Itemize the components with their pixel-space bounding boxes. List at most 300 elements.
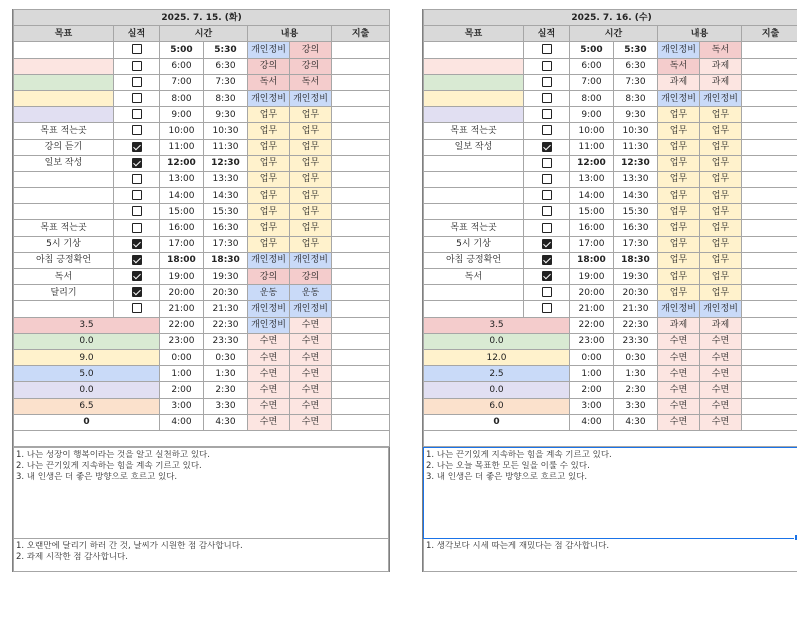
content-cell-1[interactable]: 수면 — [658, 366, 700, 382]
content-cell-2[interactable]: 업무 — [290, 123, 332, 139]
expense-cell[interactable] — [742, 123, 797, 139]
goal-cell[interactable] — [14, 58, 114, 74]
start-time-cell[interactable]: 11:00 — [570, 139, 614, 155]
start-time-cell[interactable]: 20:00 — [570, 285, 614, 301]
start-time-cell[interactable]: 3:00 — [160, 398, 204, 414]
goal-cell[interactable] — [14, 42, 114, 58]
content-cell-2[interactable]: 과제 — [700, 317, 742, 333]
content-cell-2[interactable]: 개인정비 — [290, 90, 332, 106]
end-time-cell[interactable]: 21:30 — [614, 301, 658, 317]
checkbox-checked[interactable] — [542, 239, 552, 249]
start-time-cell[interactable]: 6:00 — [160, 58, 204, 74]
summary-hours-cell[interactable]: 5.0 — [14, 366, 160, 382]
content-cell-1[interactable]: 업무 — [658, 252, 700, 268]
goal-cell[interactable]: 강의 듣기 — [14, 139, 114, 155]
done-cell[interactable] — [114, 42, 160, 58]
expense-cell[interactable] — [742, 333, 797, 349]
content-cell-2[interactable]: 업무 — [700, 285, 742, 301]
expense-cell[interactable] — [332, 252, 390, 268]
end-time-cell[interactable]: 4:30 — [204, 414, 248, 430]
content-cell-1[interactable]: 업무 — [248, 171, 290, 187]
content-cell-2[interactable]: 업무 — [290, 188, 332, 204]
expense-cell[interactable] — [742, 220, 797, 236]
checkbox-unchecked[interactable] — [132, 109, 142, 119]
end-time-cell[interactable]: 15:30 — [204, 204, 248, 220]
start-time-cell[interactable]: 8:00 — [570, 90, 614, 106]
checkbox-unchecked[interactable] — [542, 206, 552, 216]
content-cell-1[interactable]: 업무 — [658, 220, 700, 236]
done-cell[interactable] — [114, 90, 160, 106]
end-time-cell[interactable]: 22:30 — [204, 317, 248, 333]
end-time-cell[interactable]: 11:30 — [614, 139, 658, 155]
start-time-cell[interactable]: 16:00 — [570, 220, 614, 236]
checkbox-unchecked[interactable] — [132, 61, 142, 71]
expense-cell[interactable] — [332, 90, 390, 106]
summary-hours-cell[interactable]: 3.5 — [14, 317, 160, 333]
expense-cell[interactable] — [332, 382, 390, 398]
expense-cell[interactable] — [742, 204, 797, 220]
content-cell-1[interactable]: 개인정비 — [248, 42, 290, 58]
goal-cell[interactable] — [14, 107, 114, 123]
done-cell[interactable] — [524, 252, 570, 268]
expense-cell[interactable] — [332, 155, 390, 171]
gratitude-cell[interactable] — [13, 539, 389, 572]
done-cell[interactable] — [524, 58, 570, 74]
expense-cell[interactable] — [742, 139, 797, 155]
start-time-cell[interactable]: 10:00 — [570, 123, 614, 139]
date-title[interactable]: 2025. 7. 16. (수) — [424, 10, 797, 26]
content-cell-1[interactable]: 수면 — [248, 349, 290, 365]
start-time-cell[interactable]: 1:00 — [570, 366, 614, 382]
content-cell-1[interactable]: 업무 — [658, 285, 700, 301]
checkbox-unchecked[interactable] — [542, 174, 552, 184]
content-cell-2[interactable]: 수면 — [700, 349, 742, 365]
start-time-cell[interactable]: 2:00 — [160, 382, 204, 398]
expense-cell[interactable] — [332, 349, 390, 365]
date-title[interactable]: 2025. 7. 15. (화) — [14, 10, 390, 26]
summary-hours-cell[interactable]: 6.0 — [424, 398, 570, 414]
checkbox-checked[interactable] — [132, 271, 142, 281]
content-cell-1[interactable]: 개인정비 — [248, 90, 290, 106]
done-cell[interactable] — [114, 107, 160, 123]
expense-cell[interactable] — [332, 285, 390, 301]
goal-cell[interactable] — [424, 188, 524, 204]
start-time-cell[interactable]: 13:00 — [570, 171, 614, 187]
done-cell[interactable] — [524, 220, 570, 236]
end-time-cell[interactable]: 5:30 — [204, 42, 248, 58]
goal-cell[interactable] — [424, 204, 524, 220]
checkbox-unchecked[interactable] — [132, 190, 142, 200]
content-cell-2[interactable]: 개인정비 — [290, 252, 332, 268]
goal-cell[interactable]: 5시 기상 — [424, 236, 524, 252]
content-cell-1[interactable]: 수면 — [658, 382, 700, 398]
expense-cell[interactable] — [332, 366, 390, 382]
done-cell[interactable] — [524, 171, 570, 187]
content-cell-1[interactable]: 수면 — [248, 333, 290, 349]
end-time-cell[interactable]: 23:30 — [614, 333, 658, 349]
expense-cell[interactable] — [332, 220, 390, 236]
expense-cell[interactable] — [332, 317, 390, 333]
checkbox-unchecked[interactable] — [132, 303, 142, 313]
content-cell-1[interactable]: 업무 — [658, 171, 700, 187]
start-time-cell[interactable]: 12:00 — [570, 155, 614, 171]
expense-cell[interactable] — [332, 74, 390, 90]
expense-cell[interactable] — [332, 139, 390, 155]
end-time-cell[interactable]: 3:30 — [614, 398, 658, 414]
content-cell-1[interactable]: 수면 — [658, 398, 700, 414]
content-cell-1[interactable]: 업무 — [248, 236, 290, 252]
start-time-cell[interactable]: 11:00 — [160, 139, 204, 155]
end-time-cell[interactable]: 3:30 — [204, 398, 248, 414]
done-cell[interactable] — [114, 188, 160, 204]
content-cell-1[interactable]: 업무 — [248, 139, 290, 155]
expense-cell[interactable] — [332, 171, 390, 187]
content-cell-2[interactable]: 강의 — [290, 269, 332, 285]
goal-cell[interactable] — [14, 74, 114, 90]
content-cell-2[interactable]: 업무 — [290, 204, 332, 220]
content-cell-2[interactable]: 업무 — [700, 123, 742, 139]
end-time-cell[interactable]: 20:30 — [614, 285, 658, 301]
content-cell-2[interactable]: 업무 — [700, 107, 742, 123]
content-cell-2[interactable]: 수면 — [290, 382, 332, 398]
summary-hours-cell[interactable]: 12.0 — [424, 349, 570, 365]
goal-cell[interactable] — [424, 74, 524, 90]
content-cell-2[interactable]: 업무 — [290, 155, 332, 171]
expense-cell[interactable] — [742, 252, 797, 268]
start-time-cell[interactable]: 18:00 — [570, 252, 614, 268]
expense-cell[interactable] — [742, 171, 797, 187]
goal-cell[interactable] — [424, 90, 524, 106]
content-cell-2[interactable]: 수면 — [290, 317, 332, 333]
end-time-cell[interactable]: 7:30 — [614, 74, 658, 90]
summary-hours-cell[interactable]: 0 — [424, 414, 570, 430]
done-cell[interactable] — [524, 74, 570, 90]
start-time-cell[interactable]: 14:00 — [160, 188, 204, 204]
expense-cell[interactable] — [332, 123, 390, 139]
goal-cell[interactable] — [424, 107, 524, 123]
expense-cell[interactable] — [332, 333, 390, 349]
content-cell-1[interactable]: 강의 — [248, 58, 290, 74]
start-time-cell[interactable]: 19:00 — [160, 269, 204, 285]
content-cell-1[interactable]: 업무 — [658, 123, 700, 139]
goal-cell[interactable] — [14, 90, 114, 106]
content-cell-2[interactable]: 업무 — [700, 171, 742, 187]
content-cell-1[interactable]: 과제 — [658, 74, 700, 90]
checkbox-checked[interactable] — [542, 271, 552, 281]
summary-hours-cell[interactable]: 0.0 — [424, 382, 570, 398]
expense-cell[interactable] — [332, 301, 390, 317]
content-cell-1[interactable]: 업무 — [658, 155, 700, 171]
start-time-cell[interactable]: 16:00 — [160, 220, 204, 236]
content-cell-2[interactable]: 업무 — [290, 220, 332, 236]
content-cell-1[interactable]: 업무 — [658, 236, 700, 252]
start-time-cell[interactable]: 23:00 — [160, 333, 204, 349]
content-cell-2[interactable]: 업무 — [290, 236, 332, 252]
content-cell-1[interactable]: 업무 — [658, 107, 700, 123]
content-cell-1[interactable]: 독서 — [248, 74, 290, 90]
checkbox-unchecked[interactable] — [542, 93, 552, 103]
content-cell-2[interactable]: 강의 — [290, 58, 332, 74]
content-cell-1[interactable]: 개인정비 — [248, 252, 290, 268]
start-time-cell[interactable]: 22:00 — [160, 317, 204, 333]
start-time-cell[interactable]: 5:00 — [160, 42, 204, 58]
end-time-cell[interactable]: 4:30 — [614, 414, 658, 430]
goal-cell[interactable] — [14, 188, 114, 204]
done-cell[interactable] — [114, 139, 160, 155]
done-cell[interactable] — [114, 220, 160, 236]
expense-cell[interactable] — [742, 90, 797, 106]
checkbox-unchecked[interactable] — [542, 158, 552, 168]
end-time-cell[interactable]: 23:30 — [204, 333, 248, 349]
checkbox-unchecked[interactable] — [542, 77, 552, 87]
end-time-cell[interactable]: 1:30 — [614, 366, 658, 382]
end-time-cell[interactable]: 14:30 — [614, 188, 658, 204]
done-cell[interactable] — [524, 155, 570, 171]
end-time-cell[interactable]: 1:30 — [204, 366, 248, 382]
expense-cell[interactable] — [742, 301, 797, 317]
start-time-cell[interactable]: 21:00 — [160, 301, 204, 317]
content-cell-1[interactable]: 수면 — [248, 366, 290, 382]
start-time-cell[interactable]: 8:00 — [160, 90, 204, 106]
checkbox-unchecked[interactable] — [542, 190, 552, 200]
content-cell-2[interactable]: 업무 — [290, 171, 332, 187]
expense-cell[interactable] — [742, 58, 797, 74]
content-cell-2[interactable]: 개인정비 — [700, 301, 742, 317]
content-cell-1[interactable]: 개인정비 — [248, 317, 290, 333]
expense-cell[interactable] — [742, 42, 797, 58]
end-time-cell[interactable]: 6:30 — [204, 58, 248, 74]
done-cell[interactable] — [114, 236, 160, 252]
done-cell[interactable] — [524, 236, 570, 252]
start-time-cell[interactable]: 15:00 — [160, 204, 204, 220]
end-time-cell[interactable]: 18:30 — [204, 252, 248, 268]
content-cell-1[interactable]: 수면 — [248, 414, 290, 430]
expense-cell[interactable] — [332, 58, 390, 74]
content-cell-2[interactable]: 수면 — [290, 398, 332, 414]
end-time-cell[interactable]: 16:30 — [204, 220, 248, 236]
content-cell-2[interactable]: 업무 — [700, 139, 742, 155]
start-time-cell[interactable]: 3:00 — [570, 398, 614, 414]
done-cell[interactable] — [524, 123, 570, 139]
end-time-cell[interactable]: 16:30 — [614, 220, 658, 236]
content-cell-2[interactable]: 독서 — [700, 42, 742, 58]
end-time-cell[interactable]: 17:30 — [614, 236, 658, 252]
expense-cell[interactable] — [332, 414, 390, 430]
content-cell-2[interactable]: 과제 — [700, 74, 742, 90]
content-cell-1[interactable]: 업무 — [248, 188, 290, 204]
end-time-cell[interactable]: 18:30 — [614, 252, 658, 268]
start-time-cell[interactable]: 10:00 — [160, 123, 204, 139]
checkbox-unchecked[interactable] — [132, 174, 142, 184]
content-cell-2[interactable]: 업무 — [290, 139, 332, 155]
goal-cell[interactable]: 목표 적는곳 — [424, 220, 524, 236]
start-time-cell[interactable]: 23:00 — [570, 333, 614, 349]
content-cell-2[interactable]: 강의 — [290, 42, 332, 58]
end-time-cell[interactable]: 17:30 — [204, 236, 248, 252]
summary-hours-cell[interactable]: 2.5 — [424, 366, 570, 382]
goal-cell[interactable] — [14, 301, 114, 317]
expense-cell[interactable] — [332, 398, 390, 414]
done-cell[interactable] — [114, 301, 160, 317]
expense-cell[interactable] — [742, 155, 797, 171]
checkbox-checked[interactable] — [132, 158, 142, 168]
expense-cell[interactable] — [332, 204, 390, 220]
content-cell-1[interactable]: 개인정비 — [658, 90, 700, 106]
expense-cell[interactable] — [742, 317, 797, 333]
start-time-cell[interactable]: 4:00 — [160, 414, 204, 430]
start-time-cell[interactable]: 13:00 — [160, 171, 204, 187]
summary-hours-cell[interactable]: 9.0 — [14, 349, 160, 365]
start-time-cell[interactable]: 9:00 — [570, 107, 614, 123]
start-time-cell[interactable]: 9:00 — [160, 107, 204, 123]
content-cell-2[interactable]: 업무 — [700, 220, 742, 236]
done-cell[interactable] — [524, 269, 570, 285]
expense-cell[interactable] — [332, 107, 390, 123]
start-time-cell[interactable]: 14:00 — [570, 188, 614, 204]
done-cell[interactable] — [524, 285, 570, 301]
goal-cell[interactable]: 일보 작성 — [424, 139, 524, 155]
goal-cell[interactable] — [424, 285, 524, 301]
start-time-cell[interactable]: 22:00 — [570, 317, 614, 333]
content-cell-1[interactable]: 업무 — [658, 139, 700, 155]
end-time-cell[interactable]: 9:30 — [614, 107, 658, 123]
start-time-cell[interactable]: 7:00 — [160, 74, 204, 90]
end-time-cell[interactable]: 8:30 — [204, 90, 248, 106]
end-time-cell[interactable]: 12:30 — [614, 155, 658, 171]
done-cell[interactable] — [524, 301, 570, 317]
content-cell-2[interactable]: 과제 — [700, 58, 742, 74]
checkbox-unchecked[interactable] — [542, 109, 552, 119]
content-cell-1[interactable]: 업무 — [658, 188, 700, 204]
checkbox-unchecked[interactable] — [542, 223, 552, 233]
checkbox-unchecked[interactable] — [132, 77, 142, 87]
end-time-cell[interactable]: 2:30 — [614, 382, 658, 398]
end-time-cell[interactable]: 22:30 — [614, 317, 658, 333]
start-time-cell[interactable]: 6:00 — [570, 58, 614, 74]
content-cell-2[interactable]: 수면 — [700, 333, 742, 349]
content-cell-1[interactable]: 업무 — [248, 155, 290, 171]
done-cell[interactable] — [114, 204, 160, 220]
end-time-cell[interactable]: 21:30 — [204, 301, 248, 317]
done-cell[interactable] — [114, 252, 160, 268]
content-cell-2[interactable]: 업무 — [700, 236, 742, 252]
done-cell[interactable] — [114, 123, 160, 139]
checkbox-checked[interactable] — [132, 287, 142, 297]
expense-cell[interactable] — [332, 269, 390, 285]
goal-cell[interactable]: 달리기 — [14, 285, 114, 301]
expense-cell[interactable] — [332, 42, 390, 58]
content-cell-2[interactable]: 운동 — [290, 285, 332, 301]
content-cell-1[interactable]: 운동 — [248, 285, 290, 301]
content-cell-2[interactable]: 수면 — [290, 414, 332, 430]
end-time-cell[interactable]: 0:30 — [614, 349, 658, 365]
expense-cell[interactable] — [742, 107, 797, 123]
start-time-cell[interactable]: 12:00 — [160, 155, 204, 171]
goal-cell[interactable]: 목표 적는곳 — [14, 123, 114, 139]
content-cell-2[interactable]: 수면 — [290, 333, 332, 349]
end-time-cell[interactable]: 11:30 — [204, 139, 248, 155]
goal-cell[interactable] — [424, 58, 524, 74]
expense-cell[interactable] — [742, 366, 797, 382]
expense-cell[interactable] — [742, 74, 797, 90]
content-cell-2[interactable]: 독서 — [290, 74, 332, 90]
start-time-cell[interactable]: 0:00 — [160, 349, 204, 365]
content-cell-1[interactable]: 수면 — [658, 333, 700, 349]
content-cell-1[interactable]: 수면 — [658, 414, 700, 430]
goal-cell[interactable]: 목표 적는곳 — [424, 123, 524, 139]
done-cell[interactable] — [114, 58, 160, 74]
expense-cell[interactable] — [332, 188, 390, 204]
start-time-cell[interactable]: 15:00 — [570, 204, 614, 220]
content-cell-2[interactable]: 업무 — [700, 204, 742, 220]
checkbox-unchecked[interactable] — [132, 223, 142, 233]
content-cell-1[interactable]: 개인정비 — [658, 301, 700, 317]
goal-cell[interactable]: 아침 긍정확언 — [14, 252, 114, 268]
content-cell-1[interactable]: 업무 — [658, 269, 700, 285]
goal-cell[interactable] — [14, 171, 114, 187]
checkbox-unchecked[interactable] — [542, 287, 552, 297]
summary-hours-cell[interactable]: 0.0 — [14, 382, 160, 398]
end-time-cell[interactable]: 13:30 — [204, 171, 248, 187]
done-cell[interactable] — [524, 90, 570, 106]
content-cell-2[interactable]: 수면 — [700, 366, 742, 382]
start-time-cell[interactable]: 18:00 — [160, 252, 204, 268]
goal-cell[interactable]: 독서 — [14, 269, 114, 285]
end-time-cell[interactable]: 10:30 — [614, 123, 658, 139]
done-cell[interactable] — [524, 188, 570, 204]
content-cell-1[interactable]: 업무 — [248, 204, 290, 220]
start-time-cell[interactable]: 17:00 — [160, 236, 204, 252]
affirmations-cell[interactable] — [13, 447, 389, 539]
checkbox-unchecked[interactable] — [132, 93, 142, 103]
expense-cell[interactable] — [332, 236, 390, 252]
content-cell-2[interactable]: 업무 — [700, 269, 742, 285]
checkbox-unchecked[interactable] — [542, 61, 552, 71]
start-time-cell[interactable]: 4:00 — [570, 414, 614, 430]
expense-cell[interactable] — [742, 349, 797, 365]
goal-cell[interactable]: 독서 — [424, 269, 524, 285]
goal-cell[interactable]: 목표 적는곳 — [14, 220, 114, 236]
checkbox-unchecked[interactable] — [132, 206, 142, 216]
checkbox-checked[interactable] — [542, 142, 552, 152]
content-cell-1[interactable]: 수면 — [658, 349, 700, 365]
start-time-cell[interactable]: 21:00 — [570, 301, 614, 317]
checkbox-checked[interactable] — [132, 142, 142, 152]
end-time-cell[interactable]: 8:30 — [614, 90, 658, 106]
content-cell-2[interactable]: 업무 — [700, 252, 742, 268]
summary-hours-cell[interactable]: 3.5 — [424, 317, 570, 333]
start-time-cell[interactable]: 5:00 — [570, 42, 614, 58]
end-time-cell[interactable]: 9:30 — [204, 107, 248, 123]
expense-cell[interactable] — [742, 269, 797, 285]
end-time-cell[interactable]: 19:30 — [614, 269, 658, 285]
end-time-cell[interactable]: 2:30 — [204, 382, 248, 398]
checkbox-unchecked[interactable] — [542, 125, 552, 135]
start-time-cell[interactable]: 2:00 — [570, 382, 614, 398]
end-time-cell[interactable]: 10:30 — [204, 123, 248, 139]
goal-cell[interactable] — [424, 155, 524, 171]
checkbox-unchecked[interactable] — [132, 125, 142, 135]
done-cell[interactable] — [114, 269, 160, 285]
end-time-cell[interactable]: 14:30 — [204, 188, 248, 204]
content-cell-1[interactable]: 개인정비 — [658, 42, 700, 58]
goal-cell[interactable] — [14, 204, 114, 220]
done-cell[interactable] — [524, 42, 570, 58]
summary-hours-cell[interactable]: 0.0 — [424, 333, 570, 349]
content-cell-2[interactable]: 수면 — [700, 398, 742, 414]
start-time-cell[interactable]: 7:00 — [570, 74, 614, 90]
expense-cell[interactable] — [742, 382, 797, 398]
